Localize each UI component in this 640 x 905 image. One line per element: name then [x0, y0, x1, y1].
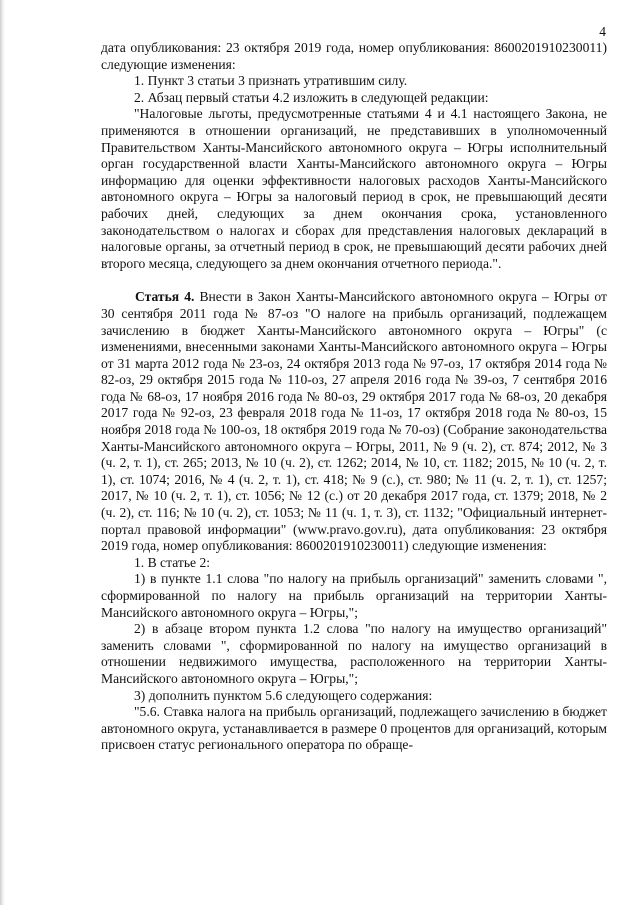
paragraph-in-article-2: 1. В статье 2:	[134, 554, 211, 570]
paragraph-amendment-2: 2) в абзаце втором пункта 1.2 слова "по налогу на имущество организаций" заменить словами ", сформированной по налогу на имущество организаций в отношении недвижимого имущества, расположенного на территории Ханты-Мансийского автономного округа – Югры,";	[101, 621, 607, 686]
paragraph-amendment-3: 3) дополнить пунктом 5.6 следующего содержания:	[134, 687, 433, 703]
article-heading: Статья 4.	[135, 289, 195, 305]
paragraph-amendment-1: 1) в пункте 1.1 слова "по налогу на прибыль организаций" заменить словами ", сформированной по налогу на прибыль организаций на территории Ханты-Мансийского автономного округа – Югры,";	[101, 571, 607, 620]
paragraph-quoted-tax-benefits: "Налоговые льготы, предусмотренные статьями 4 и 4.1 настоящего Закона, не применяются в отношении организаций, не представивших в уполномоченный Правительством Ханты-Мансийского автономного округа – Югры исполнительный орган государственной власти Ханты-Мансийского автономного округа – Югры информацию для оценки эффективности налоговых расходов Ханты-Мансийского автономного округа – Югры за налоговый период в срок, не превышающий десяти рабочих дней, следующих за днем окончания срока, установленного законодательством о налогах и сборах для представления налоговых деклараций в налоговые органы, за отчетный период в срок, не превышающий десяти рабочих дней второго месяца, следующего за днем окончания отчетного периода.".	[101, 106, 607, 271]
paragraph-point-5-6: "5.6. Ставка налога на прибыль организаций, подлежащего зачислению в бюджет автономного округа, устанавливается в размере 0 процентов для организаций, которым присвоен статус регионального оператора по обраще-	[101, 704, 607, 753]
article-4-body: Внести в Закон Ханты-Мансийского автономного округа – Югры от 30 сентября 2011 года № 87-оз "О налоге на прибыль организаций, подлежащем зачислению в бюджет Ханты-Мансийского автономного округа – Югры" (с изменениями, внесенными законами Ханты-Мансийского автономного округа – Югры от 31 марта 2012 года № 23-оз, 24 октября 2013 года № 97-оз, 17 октября 2014 года № 82-оз, 29 октября 2015 года № 110-оз, 27 апреля 2016 года № 39-оз, 7 сентября 2016 года № 68-оз, 17 ноября 2016 года № 80-оз, 29 октября 2017 года № 68-оз, 20 декабря 2017 года № 92-оз, 23 февраля 2018 года № 11-оз, 17 октября 2018 года № 80-оз, 15 ноября 2018 года № 100-оз, 18 октября 2019 года № 70-оз) (Собрание законодательства Ханты-Мансийского автономного округа – Югры, 2011, № 9 (ч. 2), ст. 874; 2012, № 3 (ч. 2, т. 1), ст. 265; 2013, № 10 (ч. 2), ст. 1262; 2014, № 10, ст. 1182; 2015, № 10 (ч. 2, т. 1), ст. 1074; 2016, № 4 (ч. 2, т. 1), ст. 418; № 9 (с.), ст. 980; № 11 (ч. 2, т. 1), ст. 1257; 2017, № 10 (ч. 2, т. 1), ст. 1056; № 12 (с.) от 20 декабря 2017 года, ст. 1379; 2018, № 2 (ч. 2), ст. 116; № 10 (ч. 2), ст. 1053; № 11 (ч. 1, т. 3), ст. 1132; "Официальный интернет-портал правовой информации" (www.pravo.gov.ru), дата опубликования: 23 октября 2019 года, номер опубликования: 8600201910230011) следующие изменения:	[101, 289, 607, 554]
paragraph-publication-tail: дата опубликования: 23 октября 2019 года, номер опубликования: 8600201910230011) следующие изменения:	[101, 40, 607, 72]
paragraph-article-4	[101, 289, 607, 555]
page-number: 4	[599, 24, 606, 39]
paragraph-gap	[101, 272, 607, 289]
paragraph-item-1: 1. Пункт 3 статьи 3 признать утратившим силу.	[134, 73, 408, 89]
scan-edge-shadow	[0, 0, 5, 905]
document-body	[101, 40, 607, 754]
paragraph-item-2: 2. Абзац первый статьи 4.2 изложить в следующей редакции:	[134, 89, 489, 105]
